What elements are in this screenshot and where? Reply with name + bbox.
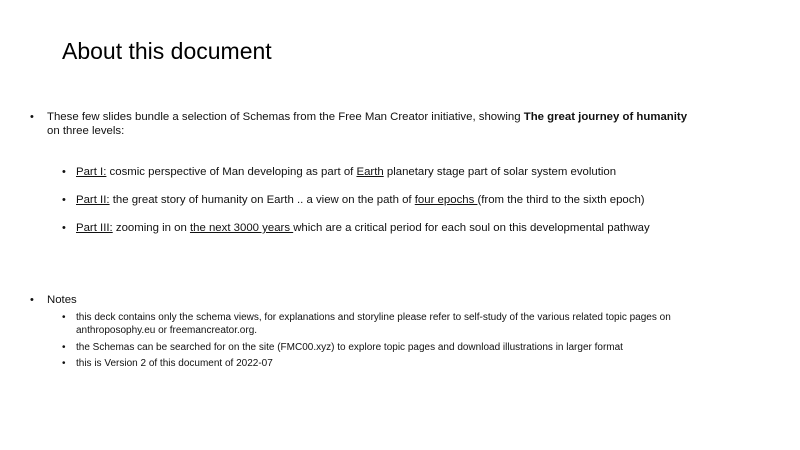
part-1-item [62, 165, 776, 179]
intro-text: These few slides bundle a selection of Schemas from the Free Man Creator initiative, showing [47, 111, 524, 123]
note-1-line2: anthroposophy.eu or freemancreator.org. [76, 325, 258, 336]
part-3-text-b: which are a critical period for each soul on this developmental pathway [293, 222, 650, 234]
note-3-line1: this is Version 2 of this document of 2022-07 [76, 358, 273, 369]
bullet-glyph: • [62, 358, 66, 369]
bullet-glyph: • [62, 342, 66, 353]
part-1-text-a: cosmic perspective of Man developing as part of [106, 166, 357, 178]
part-2-label: Part II: [76, 194, 110, 206]
notes-bullet [30, 293, 750, 307]
intro-bold-text: The great journey of humanity [523, 111, 688, 123]
note-2-line1: the Schemas can be searched for on the site (FMC00.xyz) to explore topic pages and download illustrations in larger format [76, 342, 623, 353]
bullet-glyph: • [30, 294, 34, 306]
part-1-label: Part I: [76, 166, 107, 178]
part-2-text-a: the great story of humanity on Earth .. a view on the path of [109, 194, 415, 206]
bullet-glyph: • [30, 111, 34, 123]
note-1-line1: this deck contains only the schema views, for explanations and storyline please refer to self-study of the various related topic pages on [76, 312, 671, 323]
part-3-text-a: zooming in on [112, 222, 190, 234]
part-2-item [62, 193, 776, 207]
intro-text-line2: on three levels: [47, 125, 125, 137]
next-3000-years-link[interactable]: the next 3000 years [189, 222, 294, 234]
notes-heading: Notes [47, 294, 77, 306]
note-item-1 [62, 311, 776, 337]
four-epochs-link[interactable]: four epochs [414, 194, 478, 206]
note-item-2 [62, 341, 776, 354]
part-3-item [62, 221, 776, 235]
part-1-text-b: planetary stage part of solar system evolution [383, 166, 617, 178]
note-item-3 [62, 357, 776, 370]
part-3-label: Part III: [76, 222, 113, 234]
bullet-glyph: • [62, 166, 66, 178]
bullet-glyph: • [62, 222, 66, 234]
bullet-glyph: • [62, 312, 66, 323]
earth-link[interactable]: Earth [356, 166, 384, 178]
intro-bullet [30, 110, 750, 138]
page-title: About this document [62, 38, 272, 64]
part-2-text-b: (from the third to the sixth epoch) [477, 194, 645, 206]
bullet-glyph: • [62, 194, 66, 206]
